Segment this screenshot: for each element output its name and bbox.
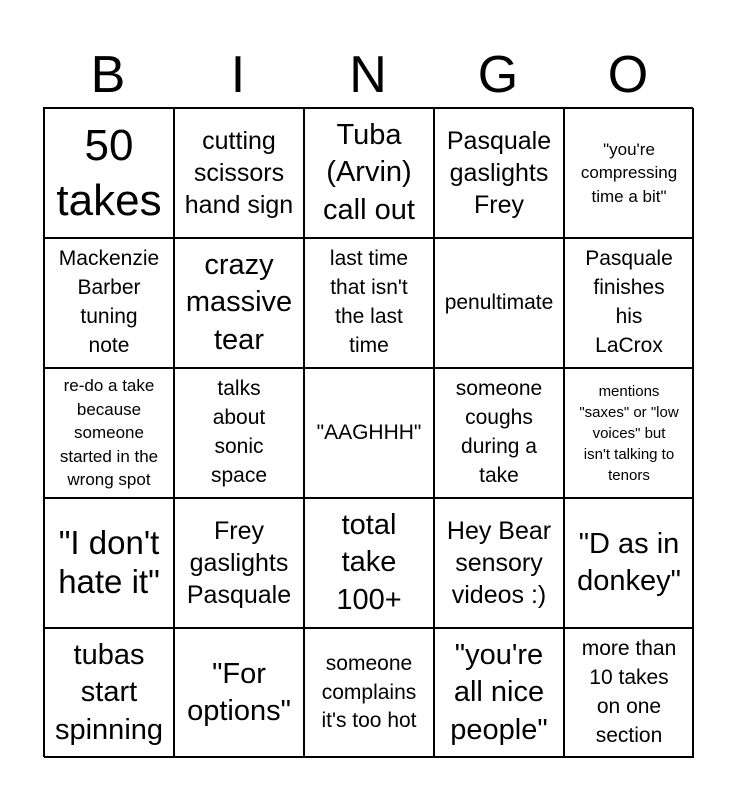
bingo-cell-r4-c2[interactable]: Frey gaslights Pasquale [174, 498, 304, 628]
bingo-cell-r2-c4[interactable]: penultimate [434, 238, 564, 368]
bingo-header [43, 44, 693, 106]
bingo-cell-r5-c3[interactable]: someone complains it's too hot [304, 628, 434, 758]
header-letter-o: O [607, 46, 649, 104]
bingo-board [43, 107, 693, 757]
bingo-cell-r4-c3[interactable]: total take 100+ [304, 498, 434, 628]
bingo-cell-r3-c2[interactable]: talks about sonic space [174, 368, 304, 498]
bingo-cell-r5-c4[interactable]: "you're all nice people" [434, 628, 564, 758]
bingo-cell-r1-c3[interactable]: Tuba (Arvin) call out [304, 108, 434, 238]
bingo-cell-r3-c1[interactable]: re-do a take because someone started in the wrong spot [44, 368, 174, 498]
bingo-cell-r2-c5[interactable]: Pasquale finishes his LaCrox [564, 238, 694, 368]
bingo-cell-r1-c2[interactable]: cutting scissors hand sign [174, 108, 304, 238]
bingo-cell-r3-c3[interactable]: "AAGHHH" [304, 368, 434, 498]
bingo-cell-r4-c5[interactable]: "D as in donkey" [564, 498, 694, 628]
bingo-cell-r5-c2[interactable]: "For options" [174, 628, 304, 758]
header-letter-i: I [230, 46, 246, 104]
bingo-cell-r1-c1[interactable]: 50 takes [44, 108, 174, 238]
bingo-cell-r2-c3[interactable]: last time that isn't the last time [304, 238, 434, 368]
bingo-cell-r3-c5[interactable]: mentions "saxes" or "low voices" but isn't talking to tenors [564, 368, 694, 498]
bingo-cell-r4-c4[interactable]: Hey Bear sensory videos :) [434, 498, 564, 628]
header-letter-g: G [477, 46, 519, 104]
bingo-cell-r1-c5[interactable]: "you're compressing time a bit" [564, 108, 694, 238]
bingo-cell-r3-c4[interactable]: someone coughs during a take [434, 368, 564, 498]
bingo-cell-r2-c2[interactable]: crazy massive tear [174, 238, 304, 368]
bingo-cell-r2-c1[interactable]: Mackenzie Barber tuning note [44, 238, 174, 368]
header-letter-n: N [349, 46, 387, 104]
header-letter-b: B [90, 46, 126, 104]
bingo-cell-r1-c4[interactable]: Pasquale gaslights Frey [434, 108, 564, 238]
bingo-cell-r4-c1[interactable]: "I don't hate it" [44, 498, 174, 628]
bingo-cell-r5-c5[interactable]: more than 10 takes on one section [564, 628, 694, 758]
bingo-cell-r5-c1[interactable]: tubas start spinning [44, 628, 174, 758]
